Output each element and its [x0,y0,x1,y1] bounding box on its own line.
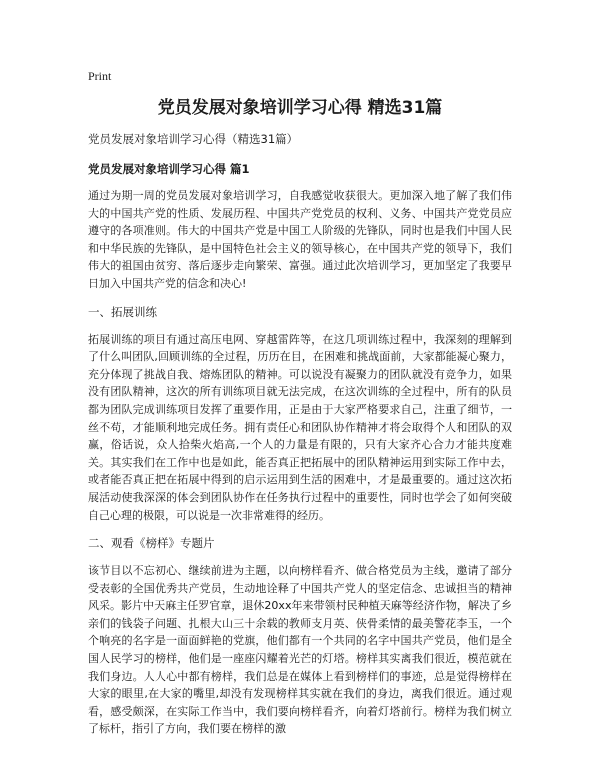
section-heading-role-model-film: 二、观看《榜样》专题片 [88,536,215,551]
chapter-heading: 党员发展对象培训学习心得 篇1 [88,162,250,176]
print-label[interactable]: Print [88,69,112,83]
role-model-film-paragraph: 该节目以不忘初心、继续前进为主题，以向榜样看齐、做合格党员为主线，邀请了部分受表彰的全国优秀共产党员，生动地诠释了中国共产党人的坚定信念、忠诚担当的精神风采。影片中天麻主任罗官章，退休20xx年来带领村民种植天麻等经济作物，解决了乡亲们的钱袋子问题、扎根大山三十余载的教师支月英、侠骨柔情的最美警花李玉，一个个响亮的名字是一面面鲜艳的党旗，他们都有一个共同的名字中国共产党员，他们是全国人民学习的榜样，他们是一座座闪耀着光芒的灯塔。榜样其实离我们很近，模范就在我们身边。人人心中都有榜样，我们总是在媒体上看到榜样们的事迹，总是觉得榜样在大家的眼里,在大家的嘴里,却没有发现榜样其实就在我们的身边，离我们很近。通过观看，感受颇深，在实际工作当中，我们要向榜样看齐，向着灯塔前行。榜样为我们树立了标杆，指引了方向，我们要在榜样的激 [88,564,512,736]
document-subtitle: 党员发展对象培训学习心得（精选31篇） [88,132,299,146]
section-heading-expansion-training: 一、拓展训练 [88,304,157,319]
expansion-training-paragraph: 拓展训练的项目有通过高压电网、穿越雷阵等，在这几项训练过程中，我深刻的理解到了什么叫团队,回顾训练的全过程，历历在目，在困难和挑战面前，大家都能凝心聚力，充分体现了挑战自我、熔炼团队的精神。可以说没有凝聚力的团队就没有竞争力，如果没有团队精神，这次的所有训练项目就无法完成，在这次训练的全过程中，所有的队员都为团队完成训练项目发挥了重要作用，正是由于大家严格要求自己，注重了细节，一丝不苟，才能顺利地完成任务。拥有责任心和团队协作精神才将会取得个人和团队的双赢，俗话说，众人拾柴火焰高,一个人的力量是有限的，只有大家齐心合力才能共度难关。其实我们在工作中也是如此，能否真正把拓展中的团队精神运用到实际工作中去，或者能否真正把在拓展中得到的启示运用到生活的困难中，才是最重要的。通过这次拓展活动使我深深的体会到团队协作在任务执行过程中的重要性，同时也学会了如何突破自己心理的极限，可以说是一次非常难得的经历。 [88,332,512,522]
intro-paragraph: 通过为期一周的党员发展对象培训学习，自我感觉收获很大。更加深入地了解了我们伟大的中国共产党的性质、发展历程、中国共产党党员的权利、义务、中国共产党党员应遵守的各项准则。伟大的中国共产党是中国工人阶级的先锋队，同时也是我们中国人民和中华民族的先锋队，是中国特色社会主义的领导核心，在中国共产党的领导下，我们伟大的祖国由贫穷、落后逐步走向繁荣、富强。通过此次培训学习，更加坚定了我要早日加入中国共产党的信念和决心! [88,189,512,290]
document-title: 党员发展对象培训学习心得 精选31篇 [157,98,443,118]
